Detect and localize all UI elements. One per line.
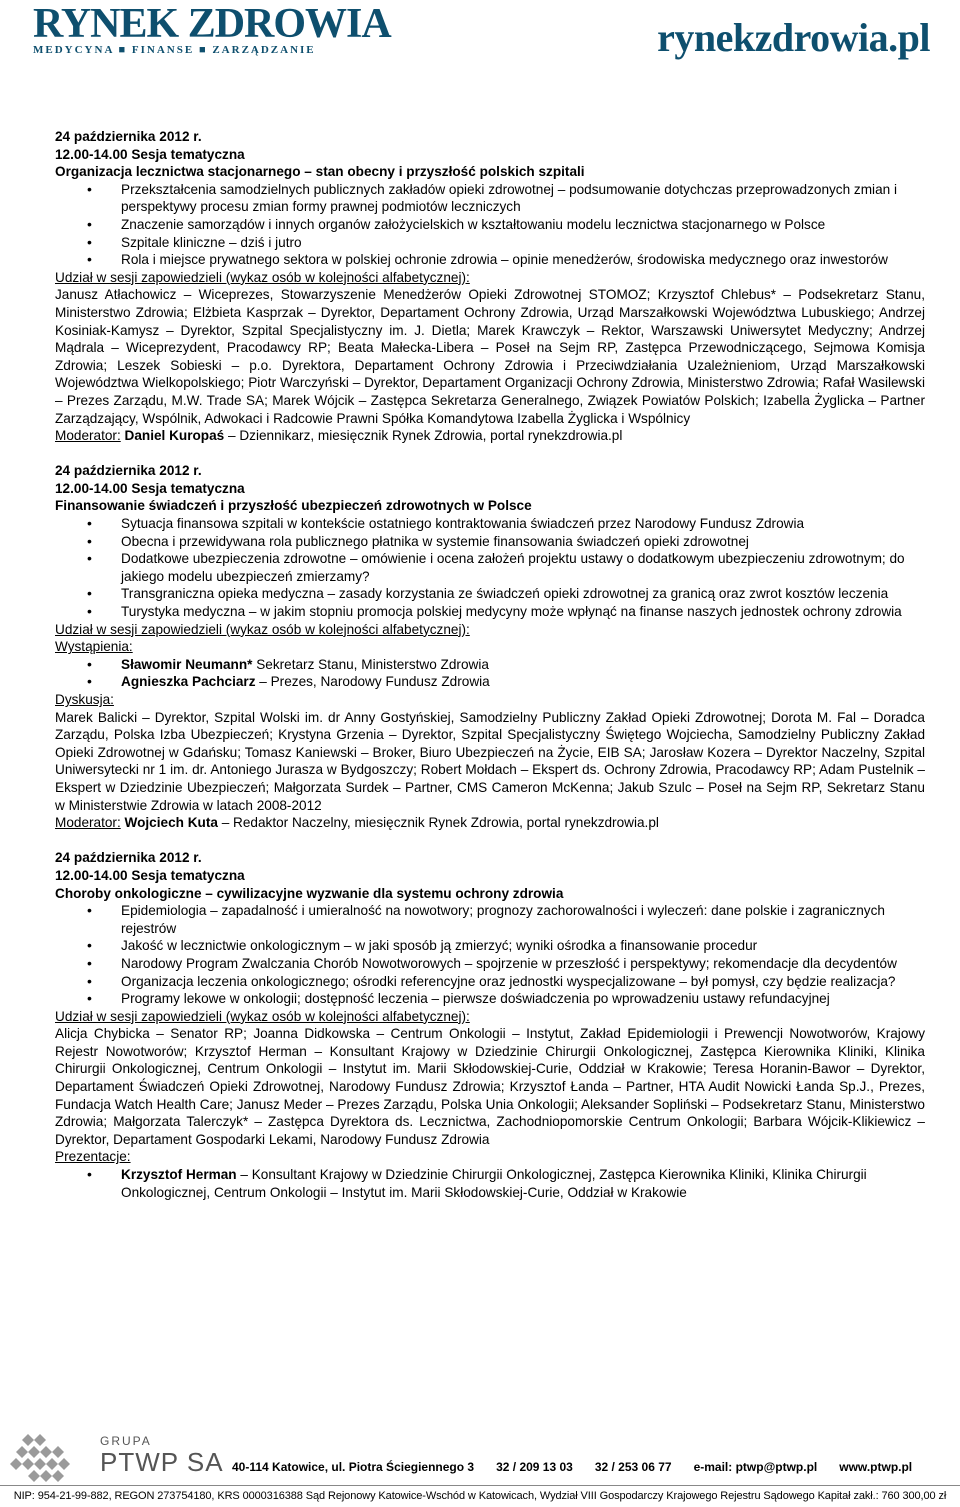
list-item: • Rola i miejsce prywatnego sektora w polskiej ochronie zdrowia – opinie menedżerów, środowiska medycznego oraz inwestorów: [121, 251, 925, 269]
logo-subtitle: MEDYCYNA ■ FINANSE ■ ZARZĄDZANIE: [33, 44, 316, 56]
contact-line: [232, 1460, 912, 1474]
phone: 32 / 209 13 03: [496, 1460, 573, 1474]
site-name: rynekzdrowia.pl: [657, 15, 930, 60]
participants-text: Janusz Atłachowicz – Wiceprezes, Stowarzyszenie Menedżerów Opieki Zdrowotnej STOMOZ; Krzysztof Chlebus* – Podsekretarz Stanu, Ministerstwo Zdrowia; Elżbieta Kasprzak – Dyrektor, Departament Ochrony Zdrowia, Urząd Marszałkowski Województwa Lubuskiego; Andrzej Kosiniak-Kamysz – Dyrektor, Szpital Specjalistyczny im. J. Dietla; Marek Krawczyk – Rektor, Warszawski Uniwersytet Medyczny; Andrzej Mądrala – Wiceprezydent, Pracodawcy RP; Beata Małecka-Libera – Poseł na Sejm RP, Zastępca Przewodniczącego, Sejmowa Komisja Zdrowia; Leszek Sobieski – p.o. Dyrektora, Departament Ochrony Zdrowia i Przeciwdziałania Uzależnieniom, Urząd Marszałkowski Województwa Wielkopolskiego; Piotr Warczyński – Dyrektor, Departament Organizacji Ochrony Zdrowia, Ministerstwo Zdrowia; Rafał Wasilewski – Prezes Zarządu, M.W. Trade SA; Marek Wójcik – Zastępca Sekretarza Generalnego, Związek Powiatów Polskich; Izabella Żyglicka – Partner Zarządzający, Wspólnik, Adwokaci i Radcowie Prawni Spółka Komandytowa Izabella Żyglicka i Wspólnicy: [55, 287, 925, 426]
list-item: • Jakość w lecznictwie onkologicznym – w jaki sposób ją zmierzyć; wyniki ośrodka a finansowanie procedur: [121, 937, 925, 955]
page-footer: [0, 1412, 960, 1507]
moderator-line: [55, 814, 925, 832]
moderator-role: – Redaktor Naczelny, miesięcznik Rynek Zdrowia, portal rynekzdrowia.pl: [217, 815, 659, 831]
speeches-label: Wystąpienia:: [55, 639, 133, 655]
fax: 32 / 253 06 77: [594, 1460, 672, 1474]
moderator-line: [55, 427, 925, 445]
address: 40-114 Katowice, ul. Piotra Ściegiennego 3: [232, 1460, 475, 1474]
list-item: • Przekształcenia samodzielnych publicznych zakładów opieki zdrowotnej – podsumowanie dotychczas przeprowadzonych zmian i perspektywy procesu zmian formy prawnej podmiotów leczniczych: [121, 181, 925, 216]
session-title: Finansowanie świadczeń i przyszłość ubezpieczeń zdrowotnych w Polsce: [55, 498, 532, 514]
presenter-role: – Konsultant Krajowy w Dziedzinie Chirurgii Onkologicznej, Zastępca Kierownika Kliniki, Klinika Chirurgii Onkologicznej, Centrum Onkologii – Instytut im. Marii Skłodowskiej-Curie, Oddział w Krakowie: [121, 1167, 867, 1200]
email-link[interactable]: e-mail: ptwp@ptwp.pl: [693, 1460, 818, 1474]
moderator-label: Moderator:: [55, 428, 121, 444]
list-item: • Programy lekowe w onkologii; dostępność leczenia – pierwsze doświadczenia po wprowadzeniu ustawy refundacyjnej: [121, 990, 925, 1008]
grupa-text: [100, 1434, 224, 1476]
list-item: • Turystyka medyczna – w jakim stopniu promocja polskiej medycyny może wpłynąć na finanse naszych jednostek ochrony zdrowia: [121, 603, 925, 621]
topic-list: [55, 181, 925, 269]
list-item: • Sytuacja finansowa szpitali w kontekście ostatniego kontraktowania świadczeń przez Narodowy Fundusz Zdrowia: [121, 515, 925, 533]
diamond-pattern-icon: [10, 1420, 84, 1484]
session-date: 24 października 2012 r.: [55, 129, 202, 144]
participants-label: Udział w sesji zapowiedzieli (wykaz osób w kolejności alfabetycznej):: [55, 269, 470, 285]
list-item: [121, 656, 925, 674]
speaker-role: – Prezes, Narodowy Fundusz Zdrowia: [255, 674, 490, 690]
session-time: 12.00-14.00 Sesja tematyczna: [55, 480, 245, 496]
grupa-label: GRUPA: [100, 1434, 152, 1448]
list-item: • Obecna i przewidywana rola publicznego płatnika w systemie finansowania świadczeń opieki zdrowotnej: [121, 533, 925, 551]
list-item: • Organizacja leczenia onkologicznego; ośrodki referencyjne oraz jednostki wyspecjalizowane – był pomysł, czy będzie realizacja?: [121, 973, 925, 991]
logo-title: RYNEK ZDROWIA: [33, 1, 391, 47]
list-item: • Transgraniczna opieka medyczna – zasady korzystania ze świadczeń opieki zdrowotnej za granicą oraz zwrot kosztów leczenia: [121, 585, 925, 603]
session-time: 12.00-14.00 Sesja tematyczna: [55, 867, 245, 883]
discussion-label: Dyskusja:: [55, 692, 114, 707]
legal-info: NIP: 954-21-99-882, REGON 273754180, KRS 0000316388 Sąd Rejonowy Katowice-Wschód w Katowicach, Wydział VIII Gospodarczy Krajowego Rejestru Sądowego Kapitał zakł.: 760 300,00 zł: [0, 1485, 960, 1502]
list-item: • Dodatkowe ubezpieczenia zdrowotne – omówienie i ocena założeń projektu ustawy o dodatkowym ubezpieczeniu zdrowotnym; do jakiego modelu ubezpieczeń zmierzamy?: [121, 550, 925, 585]
presentations-list: [55, 1166, 925, 1201]
session-3: [55, 849, 925, 1201]
moderator-role: – Dziennikarz, miesięcznik Rynek Zdrowia, portal rynekzdrowia.pl: [224, 428, 623, 444]
rynek-zdrowia-logo: [33, 2, 391, 56]
list-item: • Narodowy Program Zwalczania Chorób Nowotworowych – spojrzenie w przeszłość i perspektywy; rekomendacje dla decydentów: [121, 955, 925, 973]
topic-list: [55, 515, 925, 621]
page-header: [0, 0, 960, 70]
session-date: 24 października 2012 r.: [55, 463, 202, 479]
session-2: [55, 462, 925, 831]
moderator-name: Wojciech Kuta: [124, 815, 218, 831]
speeches-list: [55, 656, 925, 691]
participants-text: Alicja Chybicka – Senator RP; Joanna Didkowska – Centrum Onkologii – Instytut, Zakład Epidemiologii i Prewencji Nowotworów, Krajowy Rejestr Nowotworów; Krzysztof Herman – Konsultant Krajowy w Dziedzinie Chirurgii Onkologicznej, Zastępca Kierownika Kliniki, Klinika Chirurgii Onkologicznej, Centrum Onkologii – Instytut im. Marii Skłodowskiej-Curie, Oddział w Krakowie; Teresa Horanin-Bawor – Dyrektor, Departament Świadczeń Opieki Zdrowotnej, Narodowy Fundusz Zdrowia; Krzysztof Łanda – Partner, HTA Audit Nowicki Łanda Sp.J., Prezes, Fundacja Watch Health Care; Janusz Meder – Prezes Zarządu, Polska Unia Onkologii; Aleksander Sopliński – Podsekretarz Stanu, Ministerstwo Zdrowia; Małgorzata Talerczyk* – Zastępca Dyrektora ds. Lecznictwa, Zachodniopomorskie Centrum Onkologii; Barbara Wójcik-Klikiewicz – Dyrektor, Departament Gospodarki Lekami, Narodowy Fundusz Zdrowia: [55, 1026, 925, 1147]
participants-label: Udział w sesji zapowiedzieli (wykaz osób w kolejności alfabetycznej):: [55, 1008, 470, 1024]
participants-label: Udział w sesji zapowiedzieli (wykaz osób w kolejności alfabetycznej):: [55, 621, 470, 637]
speaker-role: Sekretarz Stanu, Ministerstwo Zdrowia: [252, 656, 489, 672]
moderator-name: Daniel Kuropaś: [124, 428, 225, 444]
session-title: Organizacja lecznictwa stacjonarnego – stan obecny i przyszłość polskich szpitali: [55, 164, 585, 180]
list-item: [121, 1166, 925, 1201]
presentations-label: Prezentacje:: [55, 1149, 131, 1165]
speaker-name: Agnieszka Pachciarz: [121, 674, 256, 690]
session-time: 12.00-14.00 Sesja tematyczna: [55, 146, 245, 162]
presenter-name: Krzysztof Herman: [121, 1167, 237, 1183]
topic-list: [55, 902, 925, 1008]
session-title: Choroby onkologiczne – cywilizacyjne wyzwanie dla systemu ochrony zdrowia: [55, 885, 564, 901]
session-1: [55, 128, 925, 445]
list-item: • Znaczenie samorządów i innych organów założycielskich w kształtowaniu modelu lecznictwa stacjonarnego w Polsce: [121, 216, 925, 234]
speaker-name: Sławomir Neumann*: [121, 656, 253, 672]
session-date: 24 października 2012 r.: [55, 850, 202, 866]
list-item: • Szpitale kliniczne – dziś i jutro: [121, 234, 925, 252]
moderator-label: Moderator:: [55, 815, 121, 831]
company-name: PTWP SA: [100, 1447, 224, 1477]
discussion-text: Marek Balicki – Dyrektor, Szpital Wolski im. dr Anny Gostyńskiej, Samodzielny Publiczny Zakład Opieki Zdrowotnej; Dorota M. Fal – Doradca Zarządu, Polska Izba Ubezpieczeń; Krystyna Grzenia – Dyrektor, Szpital Specjalistyczny Świętego Wojciecha, Samodzielny Publiczny Zakład Opieki Zdrowotnej w Gdańsku; Tomasz Kaniewski – Broker, Biuro Ubezpieczeń na Życie, EIB SA; Jarosław Kozera – Dyrektor Naczelny, Szpital Uniwersytecki nr 1 im. dr. Antoniego Jurasza w Bydgoszczy; Robert Mołdach – Ekspert ds. Ochrony Zdrowia, Pracodawcy RP; Adam Pustelnik – Ekspert w Dziedzinie Ubezpieczeń; Małgorzata Surdek – Partner, CMS Cameron McKenna; Jakub Szulc – Poseł na Sejm RP, Sekretarz Stanu w Ministerstwie Zdrowia w latach 2008-2012: [55, 709, 925, 813]
list-item: [121, 673, 925, 691]
website-link[interactable]: www.ptwp.pl: [839, 1460, 913, 1474]
list-item: • Epidemiologia – zapadalność i umieralność na nowotwory; prognozy zachorowalności i wyleczeń: dane polskie i zagranicznych rejestrów: [121, 902, 925, 937]
document-body: [55, 128, 925, 1219]
